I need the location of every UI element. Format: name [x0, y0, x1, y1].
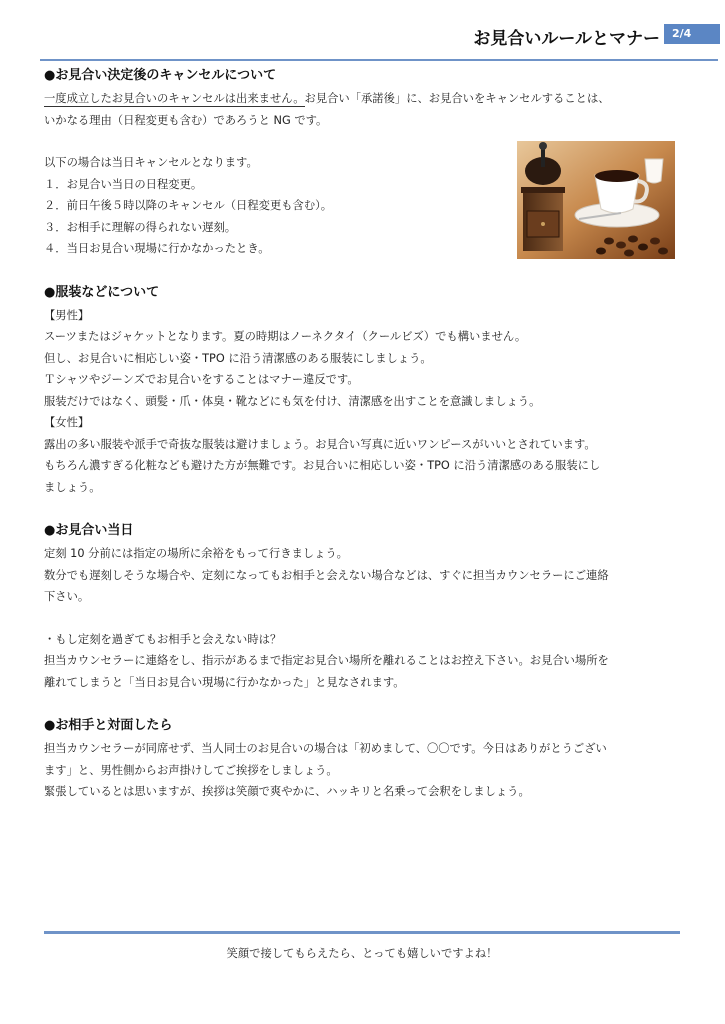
text-line: ましょう。 [44, 480, 101, 494]
list-item: ３．お相手に理解の得られない遅刻。 [44, 220, 237, 234]
text-line: 定刻 10 分前には指定の場所に余裕をもって行きましょう。 [44, 547, 348, 560]
footer-divider [44, 931, 680, 934]
text-line: 下さい。 [44, 590, 90, 603]
cancel-paragraph-rest: お見合い「承諾後」に、お見合いをキャンセルすることは、 [304, 92, 610, 105]
text-line: ます」と、男性側からお声掛けしてご挨拶をしましょう。 [44, 763, 338, 777]
cancel-list-intro: 以下の場合は当日キャンセルとなります。 [44, 156, 258, 169]
text-line: 離れてしまうと「当日お見合い現場に行かなかった」と見なされます。 [44, 675, 405, 689]
female-label: 【女性】 [44, 416, 90, 429]
cancel-list [44, 152, 494, 260]
text-line: 但し、お見合いに相応しい姿・TPO に沿う清潔感のある服装にしましょう。 [44, 351, 432, 365]
text-line: 数分でも遅刻しそうな場合や、定刻になってもお相手と会えない場合などは、すぐに担当カウンセラーにご連絡 [44, 568, 609, 582]
footer-text: 笑顔で接してもらえたら、とっても嬉しいですよね！ [226, 947, 498, 960]
list-item: １．お見合い当日の日程変更。 [44, 177, 203, 191]
section-heading-attire: ●服装などについて [44, 284, 160, 300]
list-item: ２．前日午後５時以降のキャンセル（日程変更も含む）。 [44, 199, 333, 212]
page-title: お見合いルールとマナー [473, 29, 660, 49]
cancel-paragraph-line2: いかなる理由（日程変更も含む）であろうと NG です。 [44, 113, 328, 127]
document-body [44, 64, 684, 803]
text-line: スーツまたはジャケットとなります。夏の時期はノーネクタイ（クールビズ）でも構いません。 [44, 330, 527, 343]
cancel-underlined-text: 一度成立したお見合いのキャンセルは出来ません。 [44, 92, 305, 105]
list-item: ４．当日お見合い現場に行かなかったとき。 [44, 242, 270, 255]
text-line: Ｔシャツやジーンズでお見合いをすることはマナー違反です。 [44, 373, 359, 386]
section-heading-cancel: ●お見合い決定後のキャンセルについて [44, 68, 277, 83]
text-line: 担当カウンセラーに連絡をし、指示があるまで指定お見合い場所を離れることはお控え下さい。お見合い場所を [44, 654, 609, 667]
section-heading-day: ●お見合い当日 [44, 523, 134, 538]
day-question: ・もし定刻を過ぎてもお相手と会えない時は？ [44, 632, 282, 646]
cancel-paragraph [44, 88, 684, 110]
text-line: 緊張しているとは思いますが、挨拶は笑顔で爽やかに、ハッキリと名乗って会釈をしましょう。 [44, 785, 530, 798]
text-line: もちろん濃すぎる化粧なども避けた方が無難です。お見合いに相応しい姿・TPO に沿う清潔感のある服装にし [44, 459, 601, 472]
page-number-badge: 2/4 [664, 24, 720, 44]
text-line: 担当カウンセラーが同席せず、当人同士のお見合いの場合は「初めまして、〇〇です。今日はありがとうござい [44, 742, 607, 755]
header-divider [40, 59, 718, 61]
text-line: 露出の多い服装や派手で奇抜な服装は避けましょう。お見合い写真に近いワンピースがいいとされています。 [44, 437, 596, 451]
male-label: 【男性】 [44, 308, 90, 322]
text-line: 服装だけではなく、頭髪・爪・体臭・靴などにも気を付け、清潔感を出すことを意識しましょう。 [44, 394, 541, 408]
section-heading-meeting: ●お相手と対面したら [44, 718, 173, 733]
